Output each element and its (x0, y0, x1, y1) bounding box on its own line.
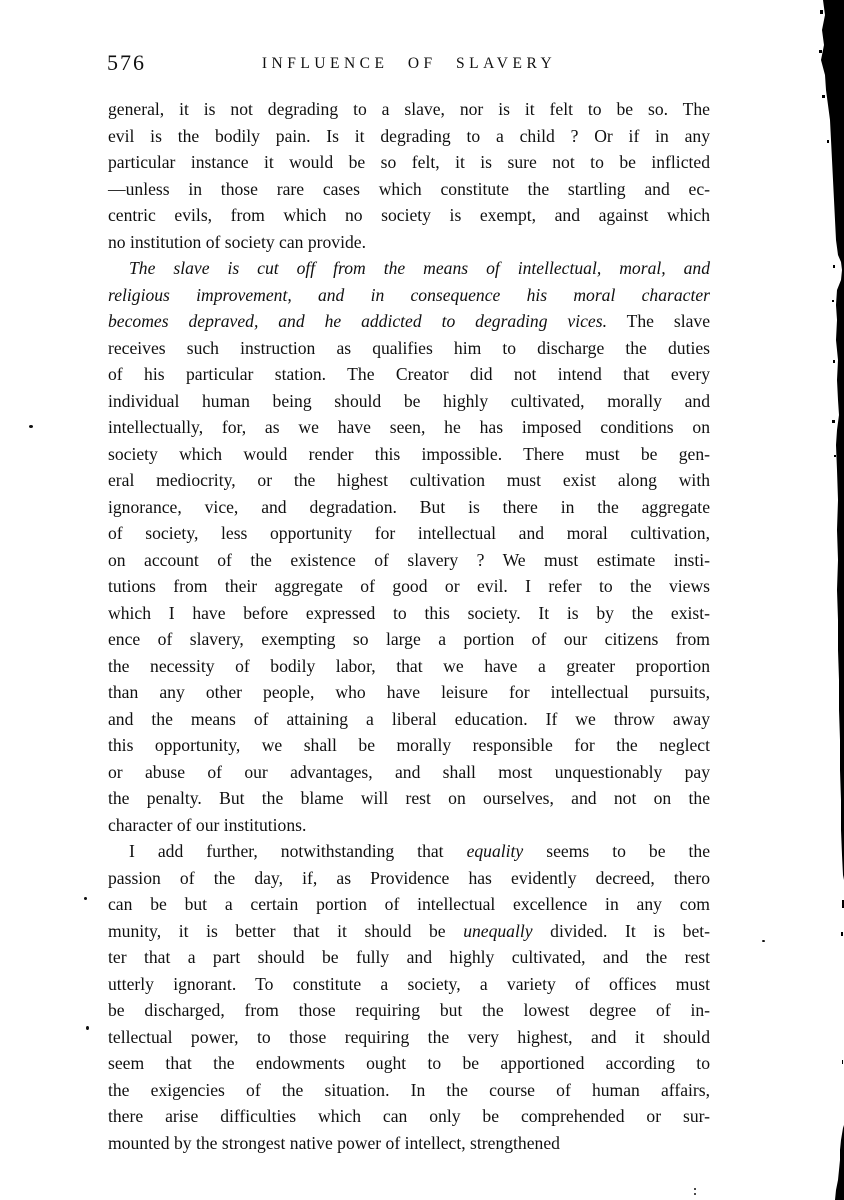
text-line: The slave is cut off from the means of intellectual, moral, and (129, 258, 710, 278)
ink-speck (84, 897, 87, 900)
text-line: ence of slavery, exempting so large a portion of our citizens from (108, 629, 710, 649)
text-line: or abuse of our advantages, and shall most unquestionably pay (108, 761, 710, 782)
text-line: receives such instruction as qualifies him to discharge the duties (108, 337, 710, 358)
ink-speck (694, 1188, 696, 1190)
text-line: and the means of attaining a liberal education. If we throw away (108, 708, 710, 729)
page-number: 576 (107, 50, 146, 75)
ink-speck (694, 1193, 696, 1195)
text-line: seem that the endowments ought to be apportioned according to (108, 1053, 710, 1073)
text-line: mounted by the strongest native power of intellect, strengthened (108, 1132, 560, 1153)
text-line: than any other people, who have leisure for intellectual pursuits, (108, 682, 710, 702)
text-line: this opportunity, we shall be morally responsible for the neglect (108, 735, 710, 755)
text-line: ignorance, vice, and degradation. But is there in the aggregate (108, 496, 710, 517)
text-line: I add further, notwithstanding that equality seems to be the (129, 841, 711, 861)
page-body (108, 96, 710, 1156)
text-line: the exigencies of the situation. In the course of human affairs, (108, 1079, 710, 1100)
text-line: intellectually, for, as we have seen, he has imposed conditions on (108, 417, 710, 437)
text-line: of his particular station. The Creator did not intend that every (108, 364, 710, 384)
text-line: of society, less opportunity for intellectual and moral cultivation, (108, 523, 710, 543)
text-line: individual human being should be highly cultivated, morally and (108, 390, 710, 411)
text-line: tellectual power, to those requiring the very highest, and it should (108, 1026, 710, 1047)
text-line: character of our institutions. (108, 814, 307, 835)
text-line: centric evils, from which no society is exempt, and against which (108, 205, 710, 225)
text-line: the penalty. But the blame will rest on ourselves, and not on the (108, 788, 710, 808)
text-line: passion of the day, if, as Providence has evidently decreed, thero (108, 867, 710, 888)
text-line: can be but a certain portion of intellectual excellence in any com (108, 894, 710, 914)
text-line: which I have before expressed to this society. It is by the exist- (108, 602, 710, 623)
text-line: religious improvement, and in consequence his moral character (108, 284, 710, 305)
text-line: be discharged, from those requiring but the lowest degree of in- (108, 1000, 710, 1020)
text-line: there arise difficulties which can only be comprehended or sur- (108, 1106, 710, 1126)
ink-speck (762, 940, 765, 942)
scan-edge-artifact (818, 0, 844, 1200)
paragraph (108, 96, 710, 255)
text-line: on account of the existence of slavery ? We must estimate insti- (108, 549, 710, 570)
text-line: ter that a part should be fully and highly cultivated, and the rest (108, 947, 710, 967)
text-line: general, it is not degrading to a slave, nor is it felt to be so. The (108, 99, 710, 119)
text-line: society which would render this impossible. There must be gen- (108, 443, 710, 464)
text-line: munity, it is better that it should be unequally divided. It is bet- (108, 920, 710, 941)
text-line: the necessity of bodily labor, that we have a greater proportion (108, 655, 710, 676)
text-line: —unless in those rare cases which constitute the startling and ec- (108, 178, 710, 199)
paragraph (108, 838, 710, 1156)
paragraph (108, 255, 710, 838)
text-line: utterly ignorant. To constitute a society, a variety of offices must (108, 973, 710, 994)
ink-speck (86, 1026, 89, 1030)
running-title: INFLUENCE OF SLAVERY (261, 55, 557, 72)
ink-speck (29, 425, 33, 428)
text-line: particular instance it would be so felt, it is sure not to be inflicted (108, 152, 710, 172)
text-line: tutions from their aggregate of good or evil. I refer to the views (108, 576, 710, 596)
text-line: no institution of society can provide. (108, 231, 366, 252)
text-line: evil is the bodily pain. Is it degrading to a child ? Or if in any (108, 125, 710, 146)
text-line: eral mediocrity, or the highest cultivation must exist along with (108, 470, 710, 490)
text-line: becomes depraved, and he addicted to degrading vices. The slave (108, 311, 710, 331)
